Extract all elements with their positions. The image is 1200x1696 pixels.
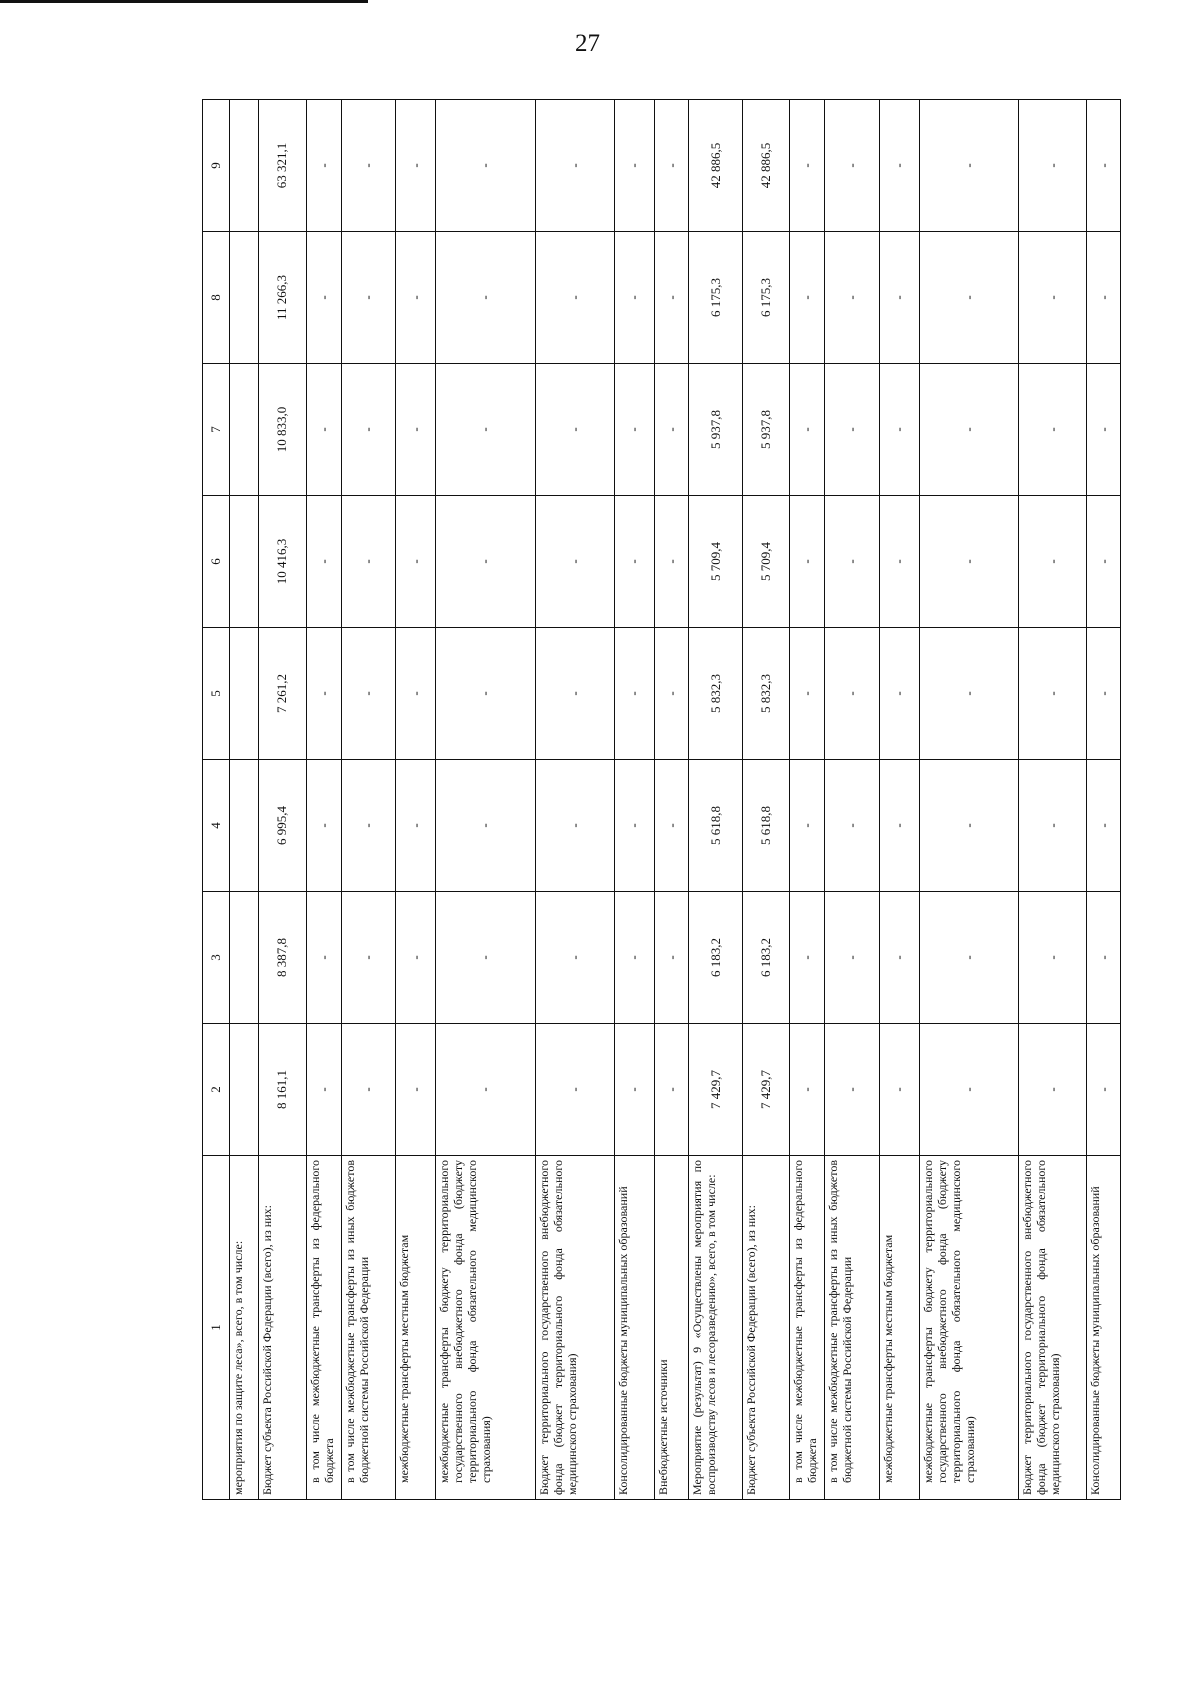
row-label: в том числе межбюджетные трансферты из иных бюджетов бюджетной системы Российской Федерации [825, 1156, 879, 1500]
cell-value: - [825, 1024, 879, 1156]
cell-value: 5 618,8 [688, 760, 742, 892]
row-label: в том числе межбюджетные трансферты из федерального бюджета [306, 1156, 341, 1500]
row-label: мероприятия по защите леса», всего, в том числе: [230, 1156, 259, 1500]
cell-value: - [1087, 364, 1121, 496]
cell-value: 5 709,4 [688, 496, 742, 628]
rotated-table-container [202, 100, 1121, 1500]
cell-value: - [920, 364, 1019, 496]
column-header-9: 9 [203, 100, 230, 232]
table-row [230, 100, 259, 1500]
row-label: Консолидированные бюджеты муниципальных образований [614, 1156, 655, 1500]
table-row [259, 100, 306, 1500]
column-header-4: 4 [203, 760, 230, 892]
table-row [790, 100, 825, 1500]
column-header-6: 6 [203, 496, 230, 628]
cell-value: - [535, 760, 614, 892]
cell-value: - [306, 496, 341, 628]
row-label: Бюджет территориального государственного внебюджетного фонда (бюджет территориального фонда обязательного медицинского страхования) [1019, 1156, 1087, 1500]
row-label: Консолидированные бюджеты муниципальных образований [1087, 1156, 1121, 1500]
cell-value: 5 937,8 [688, 364, 742, 496]
cell-value: - [1019, 760, 1087, 892]
cell-value: - [1087, 628, 1121, 760]
cell-value: - [920, 232, 1019, 364]
cell-value: - [341, 1024, 395, 1156]
cell-value: - [655, 496, 689, 628]
cell-value: - [825, 628, 879, 760]
cell-value: 5 937,8 [743, 364, 790, 496]
cell-value: - [535, 1024, 614, 1156]
cell-value: - [879, 364, 920, 496]
cell-value: - [655, 100, 689, 232]
cell-value: - [825, 232, 879, 364]
cell-value: - [879, 760, 920, 892]
cell-value: 6 995,4 [259, 760, 306, 892]
cell-value: - [920, 892, 1019, 1024]
cell-value: - [341, 232, 395, 364]
cell-value: - [614, 628, 655, 760]
cell-value: - [879, 892, 920, 1024]
cell-value: 10 833,0 [259, 364, 306, 496]
cell-value: - [920, 628, 1019, 760]
table-row [688, 100, 742, 1500]
cell-value: 8 161,1 [259, 1024, 306, 1156]
cell-value: - [395, 100, 436, 232]
table-row [535, 100, 614, 1500]
top-rule [0, 0, 368, 3]
cell-value [230, 628, 259, 760]
cell-value [230, 100, 259, 232]
cell-value: - [306, 892, 341, 1024]
cell-value: - [341, 892, 395, 1024]
cell-value: - [341, 760, 395, 892]
cell-value: - [436, 496, 535, 628]
cell-value: - [535, 628, 614, 760]
column-header-1: 1 [203, 1156, 230, 1500]
row-label: межбюджетные трансферты бюджету территориального государственного внебюджетного фонда (бюджету территориального фонда обязательного медицинского страхования) [920, 1156, 1019, 1500]
table-row [306, 100, 341, 1500]
cell-value: - [395, 1024, 436, 1156]
cell-value: - [1087, 232, 1121, 364]
cell-value: 6 175,3 [743, 232, 790, 364]
cell-value [230, 892, 259, 1024]
cell-value: - [341, 496, 395, 628]
cell-value: - [614, 232, 655, 364]
cell-value: - [535, 232, 614, 364]
cell-value: 7 429,7 [743, 1024, 790, 1156]
cell-value: - [655, 1024, 689, 1156]
table-row [395, 100, 436, 1500]
cell-value: - [920, 760, 1019, 892]
cell-value: - [436, 232, 535, 364]
row-label: Внебюджетные источники [655, 1156, 689, 1500]
cell-value: - [614, 892, 655, 1024]
cell-value: - [1019, 496, 1087, 628]
cell-value: - [790, 1024, 825, 1156]
cell-value: - [825, 892, 879, 1024]
cell-value: - [879, 496, 920, 628]
cell-value: - [436, 1024, 535, 1156]
cell-value: - [879, 100, 920, 232]
cell-value: - [1087, 760, 1121, 892]
cell-value: - [655, 232, 689, 364]
cell-value: - [879, 232, 920, 364]
cell-value: - [395, 232, 436, 364]
cell-value: 5 618,8 [743, 760, 790, 892]
cell-value: - [1087, 496, 1121, 628]
column-header-3: 3 [203, 892, 230, 1024]
table-row [879, 100, 920, 1500]
cell-value: - [825, 100, 879, 232]
row-label: Бюджет субъекта Российской Федерации (всего), из них: [743, 1156, 790, 1500]
table-row [743, 100, 790, 1500]
cell-value: - [535, 364, 614, 496]
cell-value: - [790, 232, 825, 364]
row-label: Мероприятие (результат) 9 «Осуществлены мероприятия по воспроизводству лесов и лесоразведению», всего, в том числе: [688, 1156, 742, 1500]
column-header-8: 8 [203, 232, 230, 364]
cell-value: - [306, 760, 341, 892]
cell-value: 5 832,3 [688, 628, 742, 760]
page-number: 27 [575, 30, 600, 57]
table-row [825, 100, 879, 1500]
cell-value: - [790, 760, 825, 892]
cell-value: - [341, 364, 395, 496]
cell-value: - [395, 364, 436, 496]
cell-value: - [790, 496, 825, 628]
cell-value [230, 496, 259, 628]
table-row [1087, 100, 1121, 1500]
cell-value: - [655, 760, 689, 892]
cell-value [230, 364, 259, 496]
cell-value: 6 183,2 [743, 892, 790, 1024]
cell-value: - [790, 628, 825, 760]
table-body [230, 100, 1121, 1500]
cell-value: - [790, 100, 825, 232]
cell-value: - [1019, 1024, 1087, 1156]
cell-value: - [614, 1024, 655, 1156]
cell-value: 42 886,5 [688, 100, 742, 232]
cell-value: - [436, 628, 535, 760]
cell-value: - [1087, 1024, 1121, 1156]
table-row [655, 100, 689, 1500]
cell-value: - [655, 628, 689, 760]
cell-value: - [655, 364, 689, 496]
cell-value: - [306, 100, 341, 232]
row-label: в том числе межбюджетные трансферты из иных бюджетов бюджетной системы Российской Федерации [341, 1156, 395, 1500]
cell-value: - [306, 1024, 341, 1156]
cell-value: - [535, 496, 614, 628]
cell-value: 6 175,3 [688, 232, 742, 364]
cell-value: 11 266,3 [259, 232, 306, 364]
cell-value: - [395, 760, 436, 892]
cell-value: - [614, 364, 655, 496]
cell-value: - [395, 628, 436, 760]
cell-value: - [395, 496, 436, 628]
cell-value: - [790, 892, 825, 1024]
cell-value: - [614, 760, 655, 892]
cell-value: - [614, 496, 655, 628]
cell-value: - [341, 100, 395, 232]
cell-value: - [306, 364, 341, 496]
cell-value: - [879, 1024, 920, 1156]
cell-value: - [655, 892, 689, 1024]
cell-value: 8 387,8 [259, 892, 306, 1024]
cell-value: - [436, 364, 535, 496]
cell-value [230, 232, 259, 364]
cell-value: - [535, 100, 614, 232]
cell-value: - [825, 760, 879, 892]
row-label: в том числе межбюджетные трансферты из федерального бюджета [790, 1156, 825, 1500]
cell-value: - [1019, 364, 1087, 496]
cell-value: - [879, 628, 920, 760]
cell-value: - [1019, 232, 1087, 364]
cell-value: - [436, 892, 535, 1024]
column-header-5: 5 [203, 628, 230, 760]
row-label: межбюджетные трансферты местным бюджетам [879, 1156, 920, 1500]
cell-value: 63 321,1 [259, 100, 306, 232]
cell-value: - [1019, 100, 1087, 232]
table-row [341, 100, 395, 1500]
cell-value: 5 832,3 [743, 628, 790, 760]
row-label: Бюджет субъекта Российской Федерации (всего), из них: [259, 1156, 306, 1500]
cell-value: - [341, 628, 395, 760]
table-row [920, 100, 1019, 1500]
cell-value: - [306, 628, 341, 760]
cell-value: - [306, 232, 341, 364]
cell-value: - [614, 100, 655, 232]
cell-value: - [395, 892, 436, 1024]
cell-value: - [1019, 628, 1087, 760]
cell-value: 5 709,4 [743, 496, 790, 628]
cell-value: 7 261,2 [259, 628, 306, 760]
cell-value: - [535, 892, 614, 1024]
cell-value: - [920, 496, 1019, 628]
cell-value: - [825, 364, 879, 496]
cell-value: - [825, 496, 879, 628]
row-label: межбюджетные трансферты бюджету территориального государственного внебюджетного фонда (бюджету территориального фонда обязательного медицинского страхования) [436, 1156, 535, 1500]
column-header-7: 7 [203, 364, 230, 496]
cell-value [230, 760, 259, 892]
row-label: межбюджетные трансферты местным бюджетам [395, 1156, 436, 1500]
cell-value [230, 1024, 259, 1156]
table-row [614, 100, 655, 1500]
cell-value: - [790, 364, 825, 496]
table-row [1019, 100, 1087, 1500]
cell-value: - [1087, 100, 1121, 232]
cell-value: - [1019, 892, 1087, 1024]
cell-value: - [436, 100, 535, 232]
cell-value: 42 886,5 [743, 100, 790, 232]
table-row [436, 100, 535, 1500]
column-header-2: 2 [203, 1024, 230, 1156]
cell-value: - [1087, 892, 1121, 1024]
cell-value: 7 429,7 [688, 1024, 742, 1156]
cell-value: - [920, 100, 1019, 232]
cell-value: 10 416,3 [259, 496, 306, 628]
row-label: Бюджет территориального государственного внебюджетного фонда (бюджет территориального фонда обязательного медицинского страхования) [535, 1156, 614, 1500]
cell-value: - [436, 760, 535, 892]
budget-table [202, 99, 1121, 1500]
table-header-row [203, 100, 230, 1500]
cell-value: - [920, 1024, 1019, 1156]
cell-value: 6 183,2 [688, 892, 742, 1024]
